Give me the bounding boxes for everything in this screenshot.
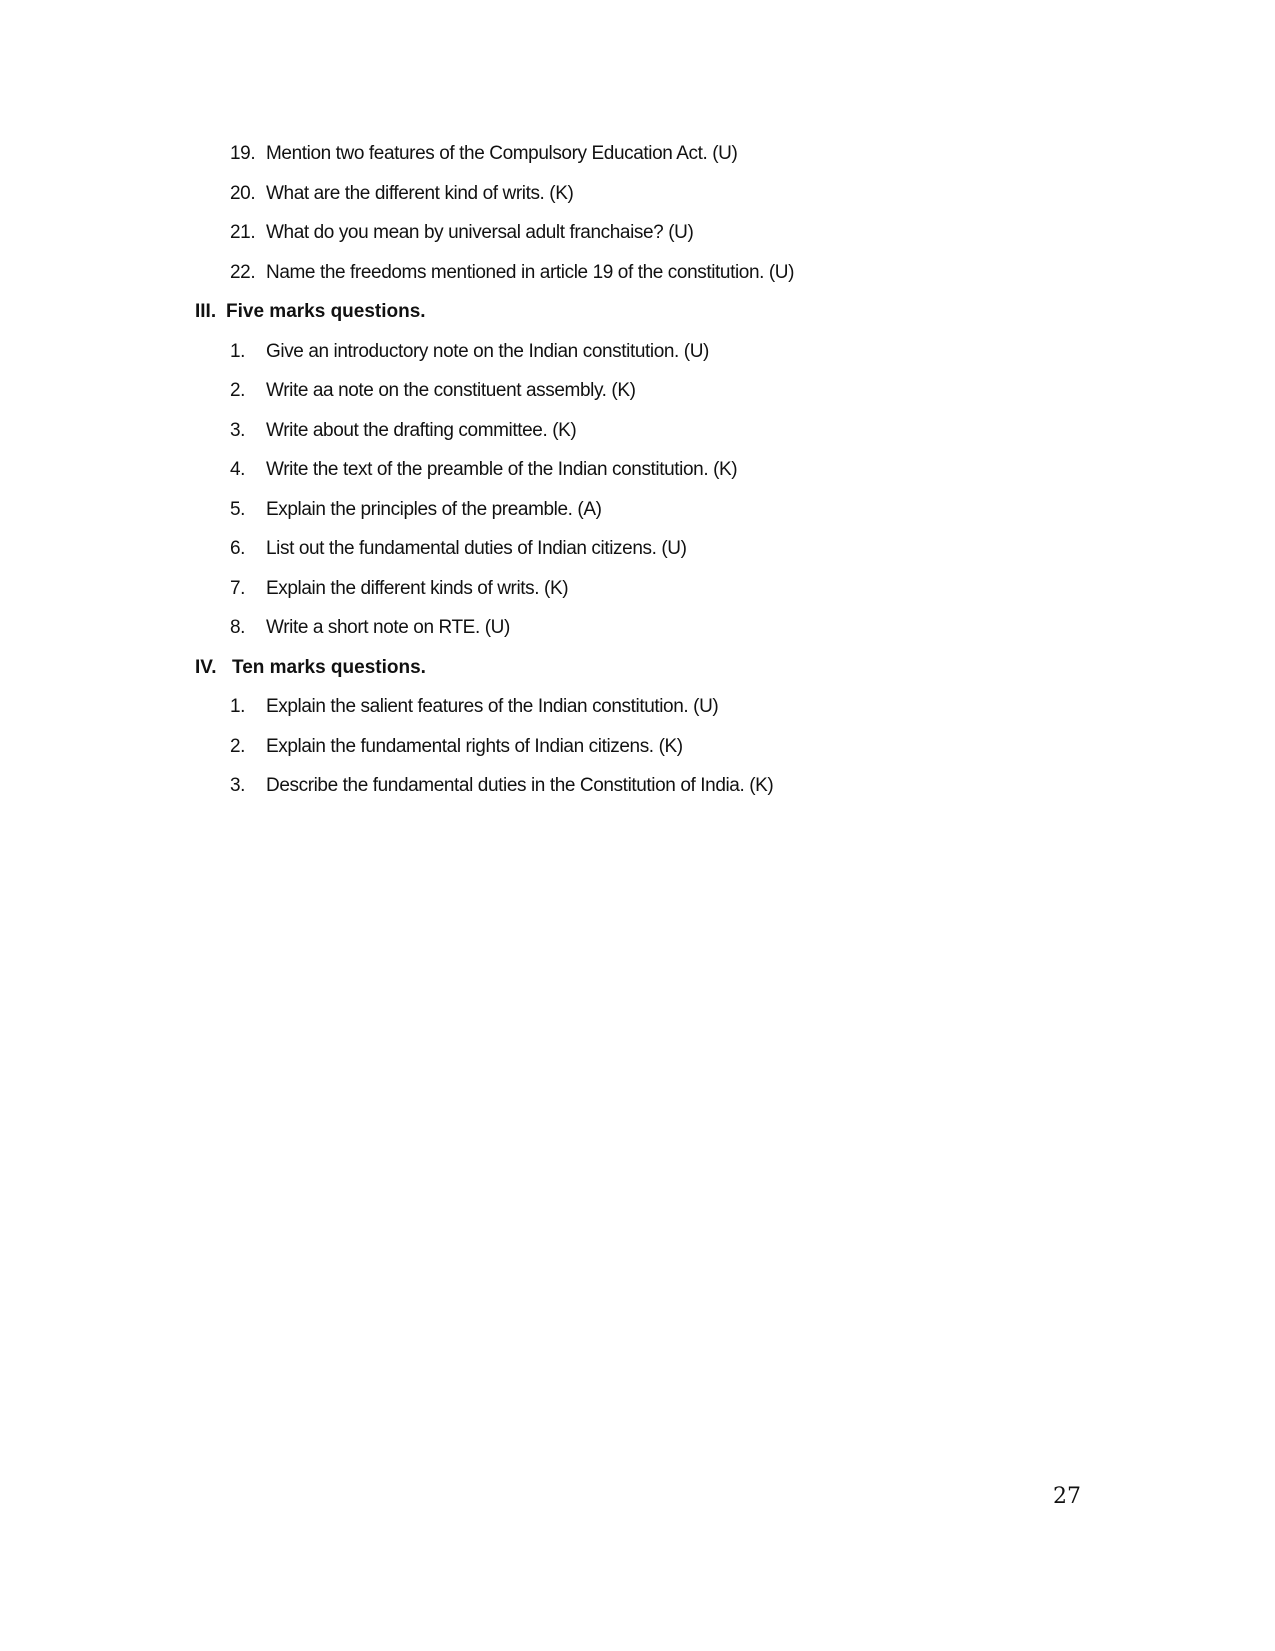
question-number: 2. (230, 380, 246, 401)
list-item (0, 213, 1275, 253)
list-item (0, 727, 1275, 767)
list-item (0, 608, 1275, 648)
question-text: Write a short note on RTE. (U) (266, 617, 510, 638)
page-number: 27 (1053, 1484, 1081, 1509)
question-number: 22. (230, 261, 256, 283)
question-text: What are the different kind of writs. (K) (266, 182, 574, 204)
section-heading-ten-marks (0, 648, 1275, 688)
section-title: Five marks questions. (226, 301, 426, 322)
question-text: Mention two features of the Compulsory Education Act. (U) (266, 143, 738, 164)
list-item (0, 134, 1275, 174)
list-item (0, 450, 1275, 490)
question-text: Give an introductory note on the Indian constitution. (U) (266, 340, 709, 362)
question-number: 19. (230, 143, 256, 164)
question-number: 3. (230, 775, 246, 796)
question-number: 20. (230, 182, 256, 204)
question-text: Write about the drafting committee. (K) (266, 419, 577, 441)
question-number: 6. (230, 538, 246, 559)
section-numeral: IV. (195, 656, 217, 678)
question-number: 1. (230, 340, 246, 362)
section-title: Ten marks questions. (232, 656, 426, 678)
question-text: Explain the different kinds of writs. (K) (266, 577, 569, 599)
question-text: Explain the principles of the preamble. (A) (266, 498, 602, 520)
question-text: Describe the fundamental duties in the Constitution of India. (K) (266, 775, 774, 796)
question-number: 21. (230, 222, 256, 243)
question-number: 1. (230, 696, 246, 717)
question-text: What do you mean by universal adult franchaise? (U) (266, 222, 694, 243)
list-item (0, 490, 1275, 530)
question-number: 8. (230, 617, 246, 638)
question-number: 4. (230, 459, 246, 480)
question-number: 5. (230, 498, 246, 520)
list-item (0, 371, 1275, 411)
list-item (0, 569, 1275, 609)
question-text: Write the text of the preamble of the Indian constitution. (K) (266, 459, 738, 480)
list-item (0, 529, 1275, 569)
list-item (0, 253, 1275, 293)
question-list (0, 134, 1275, 806)
list-item (0, 411, 1275, 451)
question-text: Name the freedoms mentioned in article 19 of the constitution. (U) (266, 261, 795, 283)
question-number: 7. (230, 577, 246, 599)
section-numeral: III. (195, 301, 217, 322)
list-item (0, 174, 1275, 214)
question-text: List out the fundamental duties of Indian citizens. (U) (266, 538, 687, 559)
list-item (0, 766, 1275, 806)
question-number: 2. (230, 735, 246, 757)
question-text: Explain the fundamental rights of Indian citizens. (K) (266, 735, 683, 757)
section-heading-five-marks (0, 292, 1275, 332)
list-item (0, 687, 1275, 727)
question-text: Write aa note on the constituent assembly. (K) (266, 380, 636, 401)
question-text: Explain the salient features of the Indian constitution. (U) (266, 696, 719, 717)
question-number: 3. (230, 419, 246, 441)
list-item (0, 332, 1275, 372)
